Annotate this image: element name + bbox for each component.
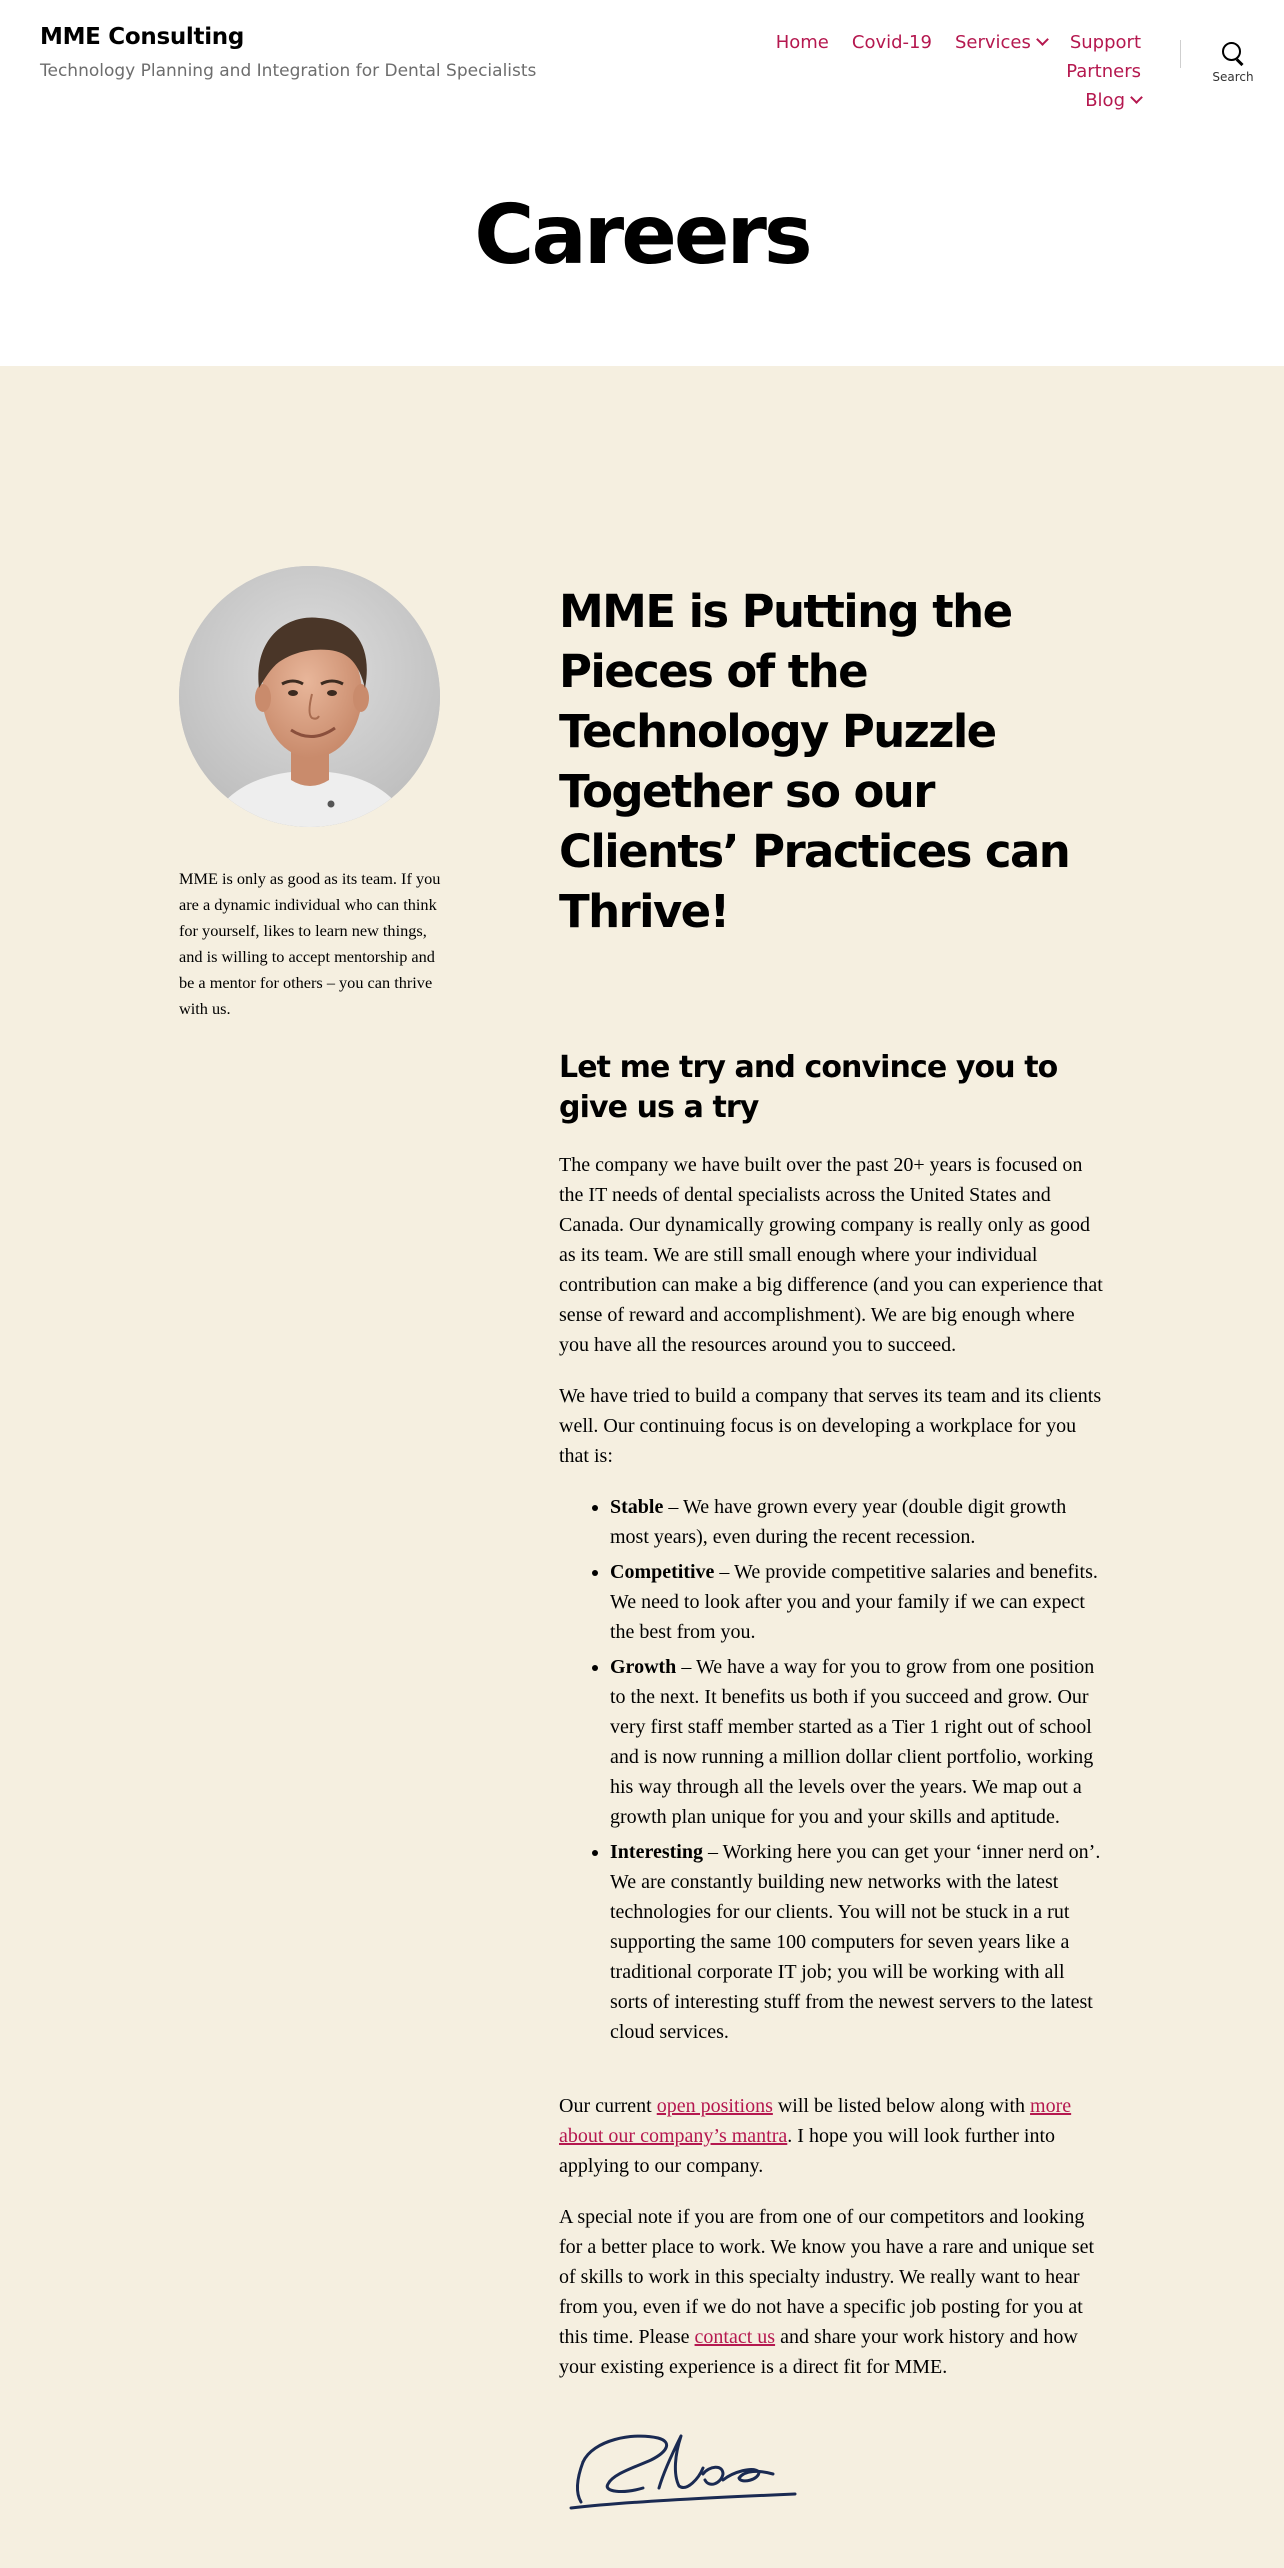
main-content xyxy=(559,582,1107,2512)
company-mantra-link[interactable]: more about our company’s mantra xyxy=(559,2095,1072,2147)
search-toggle-button[interactable] xyxy=(1210,38,1256,90)
nav-item-support[interactable] xyxy=(1070,28,1141,57)
list-item-text: – We have a way for you to grow from one position to the next. It benefits us both if you succeed and grow. Our very first staff member started as a Tier 1 right out of school and is now running a million dollar client portfolio, working his way through all the levels over the years. We map out a growth plan unique for you and your skills and aptitude. xyxy=(610,1656,1095,1828)
portrait-photo xyxy=(179,566,440,827)
nav-item-partners[interactable] xyxy=(1066,57,1141,86)
workplace-paragraph: We have tried to build a company that serves its team and its clients well. Our continuing focus is on developing a workplace for you that is: xyxy=(559,1385,1102,1467)
list-item-term: Stable xyxy=(610,1496,664,1518)
text-span: A special note if you are from one of our competitors and looking for a better place to work. We know you have a rare and unique set of skills to work in this specialty industry. We really want to hear from you, even if we do not have a specific job posting for you at this time. Please xyxy=(559,2206,1095,2348)
nav-item-label: Partners xyxy=(1066,61,1141,82)
list-item xyxy=(610,1837,1107,2047)
list-item-text: – We provide competitive salaries and benefits. We need to look after you and your family if we can expect the best from you. xyxy=(610,1561,1098,1643)
nav-item-covid-19[interactable] xyxy=(852,28,932,57)
list-item-term: Growth xyxy=(610,1656,677,1678)
section-heading: Let me try and convince you to give us a try xyxy=(559,1050,1058,1125)
chevron-down-icon[interactable] xyxy=(1036,33,1049,46)
list-item-term: Competitive xyxy=(610,1561,715,1583)
nav-item-home[interactable] xyxy=(776,28,829,57)
nav-item-label: Support xyxy=(1069,32,1141,53)
primary-nav xyxy=(661,28,1141,115)
list-item xyxy=(610,1557,1107,1647)
positions-paragraph xyxy=(559,2091,1107,2181)
site-header xyxy=(0,0,1284,366)
site-description: Technology Planning and Integration for Dental Specialists xyxy=(40,61,537,81)
search-icon xyxy=(1222,42,1244,68)
chevron-down-icon[interactable] xyxy=(1130,91,1143,104)
nav-item-blog[interactable] xyxy=(1085,86,1141,115)
nav-divider xyxy=(1180,40,1181,68)
list-item-text: – We have grown every year (double digit growth most years), even during the recent recession. xyxy=(610,1496,1067,1548)
list-item xyxy=(610,1652,1107,1832)
contact-us-link[interactable]: contact us xyxy=(694,2326,776,2348)
list-item xyxy=(610,1492,1107,1552)
signature-image xyxy=(563,2422,813,2512)
nav-item-label: Services xyxy=(954,32,1031,53)
list-item-term: Interesting xyxy=(610,1841,703,1863)
nav-item-services[interactable] xyxy=(955,28,1047,57)
list-item-text: – Working here you can get your ‘inner nerd on’. We are constantly building new networks with the latest technologies for our clients. You will not be stuck in a rut supporting the same 100 computers for seven years like a traditional corporate IT job; you will be working with all sorts of interesting stuff from the newest servers to the latest cloud services. xyxy=(610,1841,1101,2043)
text-span: will be listed below along with xyxy=(772,2095,1031,2117)
text-span: and share your work history and how your existing experience is a direct fit for MME. xyxy=(559,2326,1078,2378)
intro-paragraph: The company we have built over the past 20+ years is focused on the IT needs of dental specialists across the United States and Canada. Our dynamically growing company is really only as good as its team. We are still small enough where your individual contribution can make a big difference (and you can experience that sense of reward and accomplishment). We are big enough where you have all the resources around you to succeed. xyxy=(559,1154,1103,1356)
text-span: . I hope you will look further into applying to our company. xyxy=(559,2125,1056,2177)
site-title[interactable]: MME Consulting xyxy=(40,24,245,50)
team-caption: MME is only as good as its team. If you are a dynamic individual who can think for yourself, likes to learn new things, and is willing to accept mentorship and be a mentor for others – you can thrive with us. xyxy=(179,869,441,1018)
nav-item-label: Blog xyxy=(1085,90,1125,111)
nav-item-label: Covid-19 xyxy=(851,32,932,53)
portrait-illustration xyxy=(179,566,440,827)
search-label: Search xyxy=(1212,70,1254,84)
open-positions-link[interactable]: open positions xyxy=(656,2095,773,2117)
competitors-note-paragraph xyxy=(559,2202,1107,2382)
text-span: Our current xyxy=(559,2095,657,2117)
page-title: Careers xyxy=(474,188,810,283)
workplace-qualities-list xyxy=(559,1492,1107,2047)
nav-item-label: Home xyxy=(775,32,829,53)
hero-heading: MME is Putting the Pieces of the Technology Puzzle Together so our Clients’ Practices can Thrive! xyxy=(559,585,1070,938)
